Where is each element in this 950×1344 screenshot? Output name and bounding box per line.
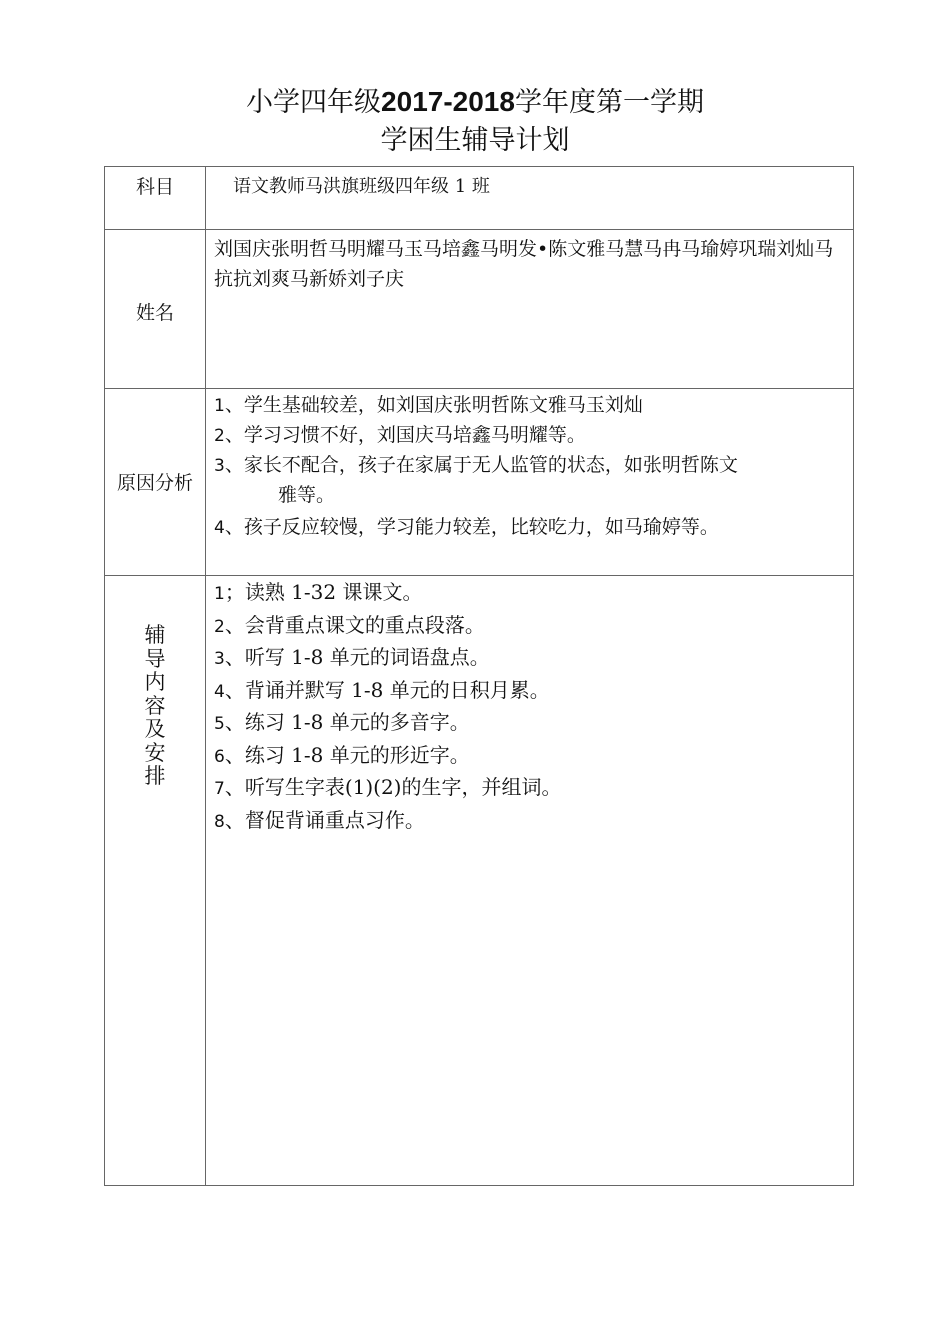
reasons-row [105,389,854,576]
reason-item [214,513,847,543]
plan-text: 、背诵并默写 1-8 单元的日积月累。 [224,677,550,702]
names-label: 姓名 [135,302,174,324]
plan-number: 4 [214,681,225,702]
plan-item [214,675,847,708]
plan-item [214,577,847,610]
title-years: 2017-2018 [381,86,515,117]
plan-text: 、督促背诵重点习作。 [224,807,425,832]
reason-number: 1 [214,396,225,416]
reason-text: 、孩子反应较慢，学习能力较差，比较吃力，如马瑜婷等。 [224,516,719,538]
plan-item [214,740,847,773]
title-prefix: 小学四年级 [246,87,382,118]
plan-text: 、听写 1-8 单元的词语盘点。 [224,645,490,669]
plan-text: ；读熟 1-32 课课文。 [224,580,423,604]
plan-label-cell [105,576,206,1186]
reason-text-continued: 雅等。 [278,484,336,506]
plan-item [214,772,847,805]
plan-text: 、练习 1-8 单元的形近字。 [224,742,470,767]
names-value-cell [206,230,854,389]
student-names: 刘国庆张明哲马明耀马玉马培鑫马明发•陈文雅马慧马冉马瑜婷巩瑞刘灿马抗抗刘爽马新娇刘子庆 [214,238,834,290]
plan-value-cell [206,576,854,1186]
plan-item [214,707,847,740]
reasons-list [206,389,853,543]
plan-number: 2 [214,616,225,637]
plan-number: 1 [214,584,225,604]
reason-number: 2 [214,426,225,446]
plan-item [214,805,847,838]
plan-number: 5 [214,714,225,734]
subject-label-cell [105,167,206,230]
plan-number: 3 [214,649,225,669]
plan-number: 7 [214,779,225,799]
reasons-label: 原因分析 [116,472,193,494]
tutoring-plan-table [104,166,854,1186]
plan-row [105,576,854,1186]
title-suffix: 学年度第一学期 [514,87,704,118]
plan-item [214,610,847,643]
plan-list [206,576,853,837]
document-title [0,84,950,159]
reason-number: 4 [214,518,225,538]
reason-item [214,451,847,510]
plan-number: 6 [214,746,225,767]
reason-item [214,391,847,421]
plan-text: 、练习 1-8 单元的多音字。 [224,710,470,734]
subject-label: 科目 [135,176,174,198]
plan-item [214,642,847,675]
plan-text: 、会背重点课文的重点段落。 [224,612,485,637]
reasons-label-cell [105,389,206,576]
plan-number: 8 [214,811,225,832]
title-line-2: 学困生辅导计划 [380,125,570,156]
names-label-cell [105,230,206,389]
subject-value-cell [206,167,854,230]
subject-row [105,167,854,230]
plan-label: 辅导内容及安排 [144,623,166,788]
title-line-1 [0,84,950,121]
names-row [105,230,854,389]
reason-text: 、家长不配合，孩子在家属于无人监管的状态，如张明哲陈文 [224,454,738,476]
reason-number: 3 [214,456,225,476]
reason-item [214,421,847,451]
reason-text: 、学生基础较差，如刘国庆张明哲陈文雅马玉刘灿 [224,394,643,416]
plan-text: 、听写生字表(1)(2)的生字，并组词。 [224,775,562,799]
reason-text: 、学习习惯不好，刘国庆马培鑫马明耀等。 [224,424,586,446]
subject-value: 语文教师马洪旗班级四年级 1 班 [233,176,490,197]
reasons-value-cell [206,389,854,576]
